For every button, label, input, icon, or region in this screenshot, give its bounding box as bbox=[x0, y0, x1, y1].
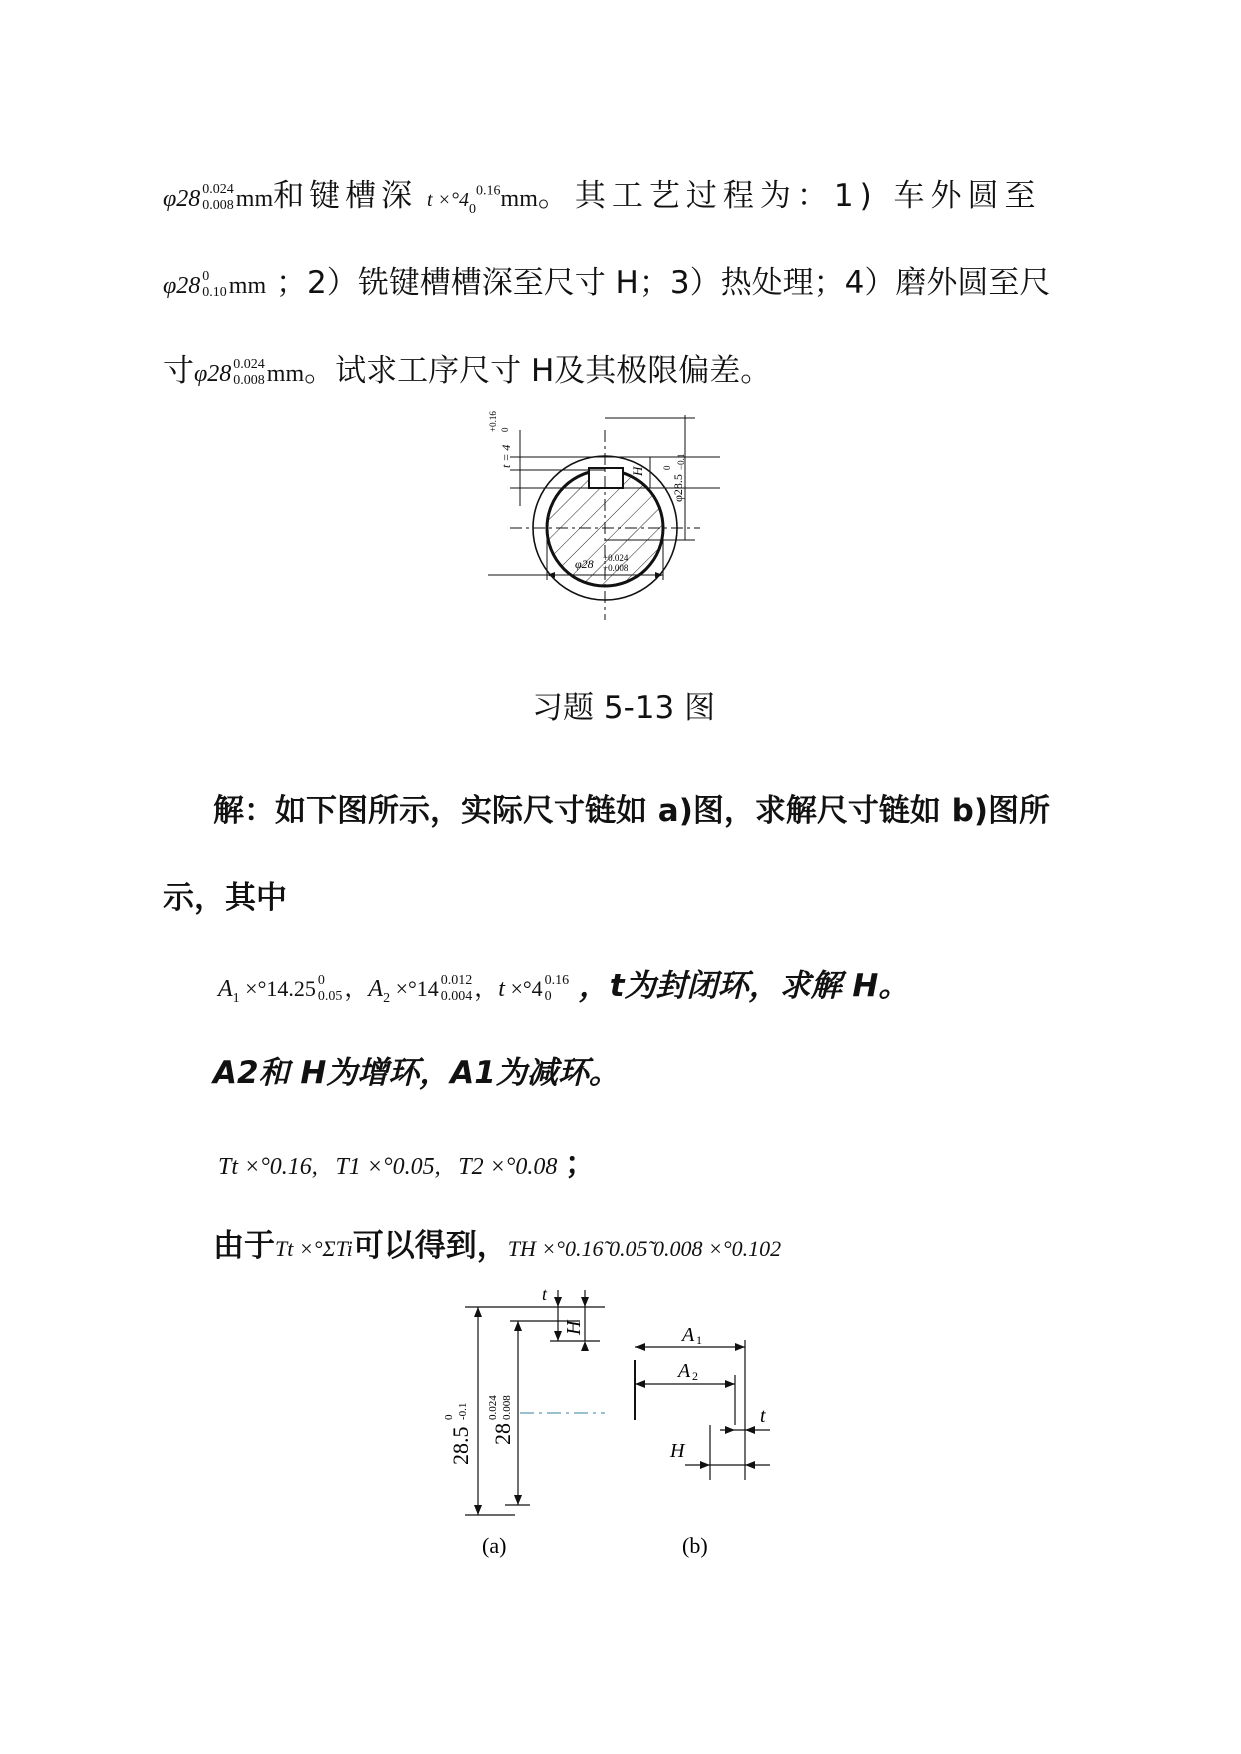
problem-line-3: 寸φ28 0.024 0.008 mm。试求工序尺寸 H及其极限偏差。 bbox=[163, 353, 772, 389]
tolerance-line: Tt ×°0.16, T1 ×°0.05, T2 ×°0.08 ； bbox=[218, 1146, 597, 1182]
keyway bbox=[589, 468, 623, 488]
svg-text:0: 0 bbox=[443, 1414, 455, 1420]
rings-line: A2和 H为增环，A1为减环。 bbox=[213, 1055, 620, 1091]
result-line: 由于Tt ×°ΣTi可以得到，TH ×°0.16̃ 0.05̃ 0.008 ×°0.102 bbox=[213, 1228, 782, 1264]
label-A1: A bbox=[682, 1324, 695, 1346]
chain-a bbox=[443, 1285, 605, 1515]
dim-phi28: φ28 bbox=[163, 186, 201, 212]
given-values-line: $A_1 \times^\circ 14.25$ 0 0.05 ，$A_2 \times^\circ 14$ 0.012 0.004 ，t ×°4 0.16 0 ，t为封闭环，求解 H。 bbox=[218, 968, 910, 1006]
caption-a: (a) bbox=[482, 1533, 507, 1558]
problem-line-1: φ28 0.024 0.008 mm和键槽深 $t \times^\circ 4_0^{0.16}mm$。其工艺过程为：1) 车外圆至 bbox=[163, 178, 1042, 218]
svg-text:+0.024: +0.024 bbox=[603, 553, 629, 563]
svg-text:1: 1 bbox=[696, 1333, 702, 1347]
label-inner-dia: φ28 bbox=[575, 557, 594, 571]
svg-text:+0.16: +0.16 bbox=[488, 411, 498, 432]
svg-text:0.024: 0.024 bbox=[487, 1395, 499, 1420]
svg-text:0.008: 0.008 bbox=[501, 1395, 513, 1420]
svg-text:-0.1: -0.1 bbox=[457, 1402, 469, 1420]
shaft-section-figure bbox=[480, 410, 780, 650]
label-H: H bbox=[630, 466, 645, 476]
svg-text:t: t bbox=[542, 1285, 548, 1304]
svg-text:−0.1: −0.1 bbox=[676, 453, 686, 470]
label-A2: A bbox=[678, 1360, 691, 1382]
dimension-chain-figure bbox=[430, 1285, 870, 1565]
solution-intro-1: 解：如下图所示，实际尺寸链如 a)图，求解尺寸链如 b)图所 bbox=[213, 793, 1051, 829]
solution-intro-2: 示，其中 bbox=[163, 880, 287, 916]
problem-line-2: φ28 0 0.10 mm ；2）铣键槽槽深至尺寸 H；3）热处理；4）磨外圆至尺 bbox=[163, 265, 1051, 301]
caption-b: (b) bbox=[682, 1533, 708, 1558]
figure-caption: 习题 5-13 图 bbox=[532, 690, 716, 726]
label-28-5: 28.5 bbox=[448, 1426, 473, 1465]
label-28: 28 bbox=[490, 1423, 515, 1445]
label-t: t = 4 bbox=[499, 444, 513, 468]
svg-text:0: 0 bbox=[500, 427, 510, 432]
svg-text:2: 2 bbox=[692, 1369, 698, 1383]
svg-text:t: t bbox=[760, 1405, 766, 1427]
label-outer-dia: φ28.5 bbox=[671, 474, 685, 502]
svg-text:0: 0 bbox=[662, 465, 672, 470]
svg-text:+0.008: +0.008 bbox=[603, 563, 629, 573]
chain-b bbox=[635, 1324, 770, 1480]
tolerance-stack: 0.024 0.008 bbox=[202, 181, 234, 213]
svg-text:H: H bbox=[670, 1440, 685, 1462]
svg-text:H: H bbox=[563, 1320, 585, 1335]
